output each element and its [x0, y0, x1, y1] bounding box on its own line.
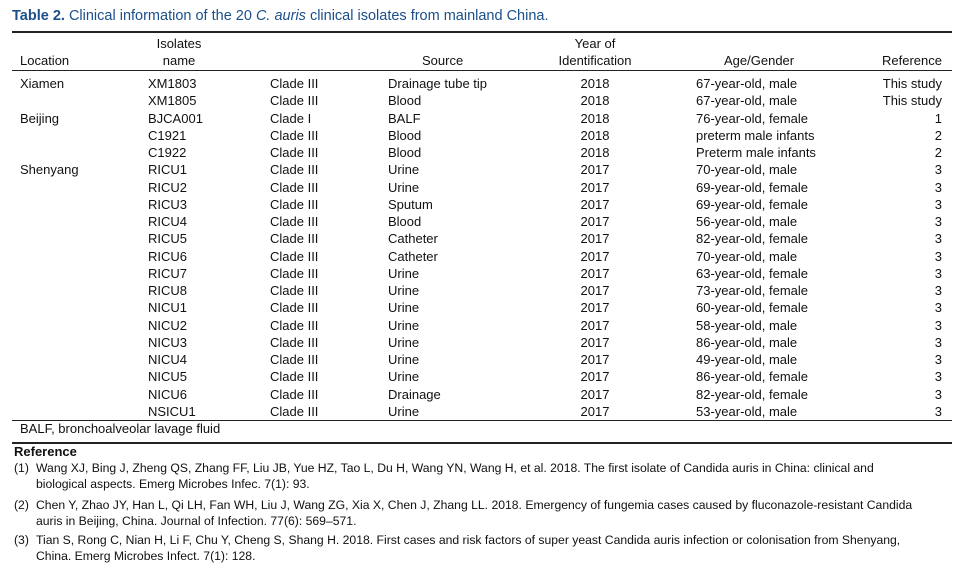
caption-text-before: Clinical information of the 20 — [68, 8, 252, 24]
cell-year: 2017 — [580, 196, 610, 212]
cell-clade: Clade III — [270, 300, 319, 316]
cell-isolate-name: NICU5 — [148, 369, 188, 385]
header-year: Year of Identification — [558, 36, 632, 68]
cell-isolate-name: XM1803 — [148, 76, 197, 91]
cell-source: Drainage tube tip — [388, 76, 488, 91]
cell-location: Beijing — [20, 110, 60, 126]
cell-year: 2017 — [580, 231, 610, 247]
cell-age-gender: 73-year-old, female — [696, 283, 808, 298]
cell-source: Urine — [388, 265, 420, 281]
cell-source: Urine — [388, 317, 420, 333]
cell-age-gender: 63-year-old, female — [696, 265, 808, 281]
cell-age-gender: preterm male infants — [696, 127, 815, 143]
cell-reference: 3 — [934, 196, 942, 212]
cell-age-gender: 70-year-old, male — [696, 248, 798, 264]
cell-year: 2017 — [580, 214, 610, 229]
cell-isolate-name: NICU4 — [148, 352, 188, 367]
cell-year: 2017 — [580, 403, 610, 419]
table-footnote: BALF, bronchoalveolar lavage fluid — [20, 421, 221, 436]
cell-year: 2018 — [580, 145, 610, 160]
cell-clade: Clade III — [270, 386, 319, 402]
cell-reference: This study — [882, 93, 942, 109]
cell-source: Urine — [388, 403, 420, 419]
cell-isolate-name: RICU7 — [148, 265, 188, 281]
cell-year: 2018 — [580, 93, 610, 109]
cell-clade: Clade III — [270, 248, 319, 264]
cell-source: Urine — [388, 300, 420, 316]
cell-reference: 3 — [934, 231, 942, 247]
cell-isolate-name: NSICU1 — [148, 403, 196, 419]
cell-year: 2018 — [580, 127, 610, 143]
cell-reference: 3 — [934, 214, 942, 229]
cell-age-gender: 86-year-old, male — [696, 334, 798, 350]
cell-clade: Clade III — [270, 214, 319, 229]
cell-age-gender: 82-year-old, female — [696, 386, 808, 402]
cell-reference: 3 — [934, 317, 942, 333]
cell-year: 2017 — [580, 334, 610, 350]
cell-isolate-name: BJCA001 — [148, 110, 203, 126]
cell-clade: Clade III — [270, 352, 319, 367]
cell-reference: 3 — [934, 369, 942, 385]
cell-clade: Clade III — [270, 317, 319, 333]
cell-year: 2017 — [580, 352, 610, 367]
header-reference: Reference — [882, 53, 942, 68]
cell-source: Blood — [388, 127, 422, 143]
header-age-gender: Age/Gender — [724, 53, 795, 68]
cell-age-gender: 49-year-old, male — [696, 352, 798, 367]
cell-isolate-name: RICU3 — [148, 196, 188, 212]
cell-isolate-name: C1921 — [148, 127, 187, 143]
cell-reference: 1 — [934, 110, 942, 126]
cell-source: Urine — [388, 352, 420, 367]
cell-reference: 3 — [934, 352, 942, 367]
reference-item: (2) Chen Y, Zhao JY, Han L, Qi LH, Fan WH, Liu J, Wang ZG, Xia X, Chen J, Zhang LL. 2018. Emergency of fungemia cases caused by fluconazole-resistant Candida auris in Beijing, China. Journal of Infection. 77(6): 569–571. — [14, 498, 913, 528]
table-top-rule — [12, 31, 952, 33]
cell-reference: 3 — [934, 386, 942, 402]
cell-source: Urine — [388, 179, 420, 195]
caption-species: C. auris — [255, 8, 306, 24]
cell-reference: 3 — [934, 283, 942, 298]
cell-isolate-name: RICU4 — [148, 214, 188, 229]
cell-age-gender: 86-year-old, female — [696, 369, 808, 385]
cell-isolate-name: XM1805 — [148, 93, 197, 109]
cell-clade: Clade III — [270, 334, 319, 350]
cell-isolate-name: RICU6 — [148, 248, 188, 264]
cell-year: 2017 — [580, 300, 610, 316]
cell-year: 2018 — [580, 110, 610, 126]
cell-reference: This study — [882, 76, 942, 91]
cell-isolate-name: C1922 — [148, 145, 187, 160]
cell-age-gender: 69-year-old, female — [696, 196, 808, 212]
cell-age-gender: 53-year-old, male — [696, 403, 798, 419]
cell-clade: Clade III — [270, 76, 319, 91]
cell-isolate-name: NICU6 — [148, 386, 188, 402]
header-location: Location — [20, 53, 70, 68]
cell-year: 2017 — [580, 369, 610, 385]
cell-reference: 2 — [934, 145, 942, 160]
cell-reference: 2 — [934, 127, 942, 143]
cell-source: Blood — [388, 214, 422, 229]
cell-clade: Clade III — [270, 265, 319, 281]
cell-isolate-name: NICU2 — [148, 317, 188, 333]
cell-isolate-name: RICU5 — [148, 231, 188, 247]
cell-reference: 3 — [934, 248, 942, 264]
cell-year: 2017 — [580, 265, 610, 281]
cell-clade: Clade III — [270, 283, 319, 298]
cell-age-gender: 67-year-old, male — [696, 93, 798, 109]
cell-age-gender: 69-year-old, female — [696, 179, 808, 195]
header-isolates-name: Isolates name — [156, 36, 202, 68]
cell-reference: 3 — [934, 403, 942, 419]
cell-clade: Clade I — [270, 110, 312, 126]
cell-source: Urine — [388, 369, 420, 385]
cell-source: Urine — [388, 283, 420, 298]
cell-isolate-name: RICU2 — [148, 179, 188, 195]
cell-age-gender: 67-year-old, male — [696, 76, 798, 91]
cell-year: 2017 — [580, 162, 610, 178]
footnote-rule — [12, 442, 952, 444]
cell-source: BALF — [388, 110, 421, 126]
cell-age-gender: 58-year-old, male — [696, 317, 798, 333]
cell-isolate-name: RICU8 — [148, 283, 188, 298]
cell-isolate-name: NICU1 — [148, 300, 188, 316]
cell-age-gender: 56-year-old, male — [696, 214, 798, 229]
table-label: Table 2. — [12, 8, 65, 24]
header-source: Source — [422, 53, 464, 68]
caption-text-after: clinical isolates from mainland China. — [309, 8, 549, 24]
cell-year: 2017 — [580, 317, 610, 333]
cell-clade: Clade III — [270, 403, 319, 419]
cell-source: Sputum — [388, 196, 433, 212]
table-caption — [12, 8, 549, 24]
cell-location: Shenyang — [20, 162, 79, 178]
cell-reference: 3 — [934, 265, 942, 281]
cell-source: Catheter — [388, 231, 438, 247]
references-title: Reference — [14, 444, 77, 459]
cell-source: Urine — [388, 334, 420, 350]
cell-isolate-name: NICU3 — [148, 334, 188, 350]
cell-age-gender: 70-year-old, male — [696, 162, 798, 178]
cell-clade: Clade III — [270, 179, 319, 195]
cell-year: 2017 — [580, 248, 610, 264]
cell-source: Drainage — [388, 386, 441, 402]
cell-clade: Clade III — [270, 127, 319, 143]
cell-clade: Clade III — [270, 231, 319, 247]
cell-clade: Clade III — [270, 369, 319, 385]
cell-reference: 3 — [934, 300, 942, 316]
reference-item: (3) Tian S, Rong C, Nian H, Li F, Chu Y, Cheng S, Shang H. 2018. First cases and risk factors of super yeast Candida auris infection or colonisation from Shenyang, China. Emerg Microbes Infect. 7(1): 128. — [14, 533, 901, 563]
cell-location: Xiamen — [20, 76, 65, 91]
cell-source: Catheter — [388, 248, 438, 264]
cell-source: Blood — [388, 93, 422, 109]
cell-year: 2017 — [580, 386, 610, 402]
cell-clade: Clade III — [270, 196, 319, 212]
reference-item: (1) Wang XJ, Bing J, Zheng QS, Zhang FF, Liu JB, Yue HZ, Tao L, Du H, Wang YN, Wang H, et al. 2018. The first isolate of Candida auris in China: clinical and biological aspects. Emerg Microbes Infec. 7(1): 93. — [14, 461, 874, 491]
cell-year: 2017 — [580, 179, 610, 195]
cell-clade: Clade III — [270, 162, 319, 178]
cell-reference: 3 — [934, 162, 942, 178]
cell-reference: 3 — [934, 179, 942, 195]
cell-clade: Clade III — [270, 145, 319, 160]
cell-age-gender: Preterm male infants — [696, 145, 816, 160]
cell-year: 2017 — [580, 283, 610, 298]
cell-isolate-name: RICU1 — [148, 162, 188, 178]
cell-reference: 3 — [934, 334, 942, 350]
cell-source: Urine — [388, 162, 420, 178]
cell-year: 2018 — [580, 76, 610, 91]
cell-source: Blood — [388, 145, 422, 160]
cell-age-gender: 82-year-old, female — [696, 231, 808, 247]
cell-age-gender: 76-year-old, female — [696, 110, 808, 126]
cell-clade: Clade III — [270, 93, 319, 109]
cell-age-gender: 60-year-old, female — [696, 300, 808, 316]
header-bottom-rule — [12, 70, 952, 71]
